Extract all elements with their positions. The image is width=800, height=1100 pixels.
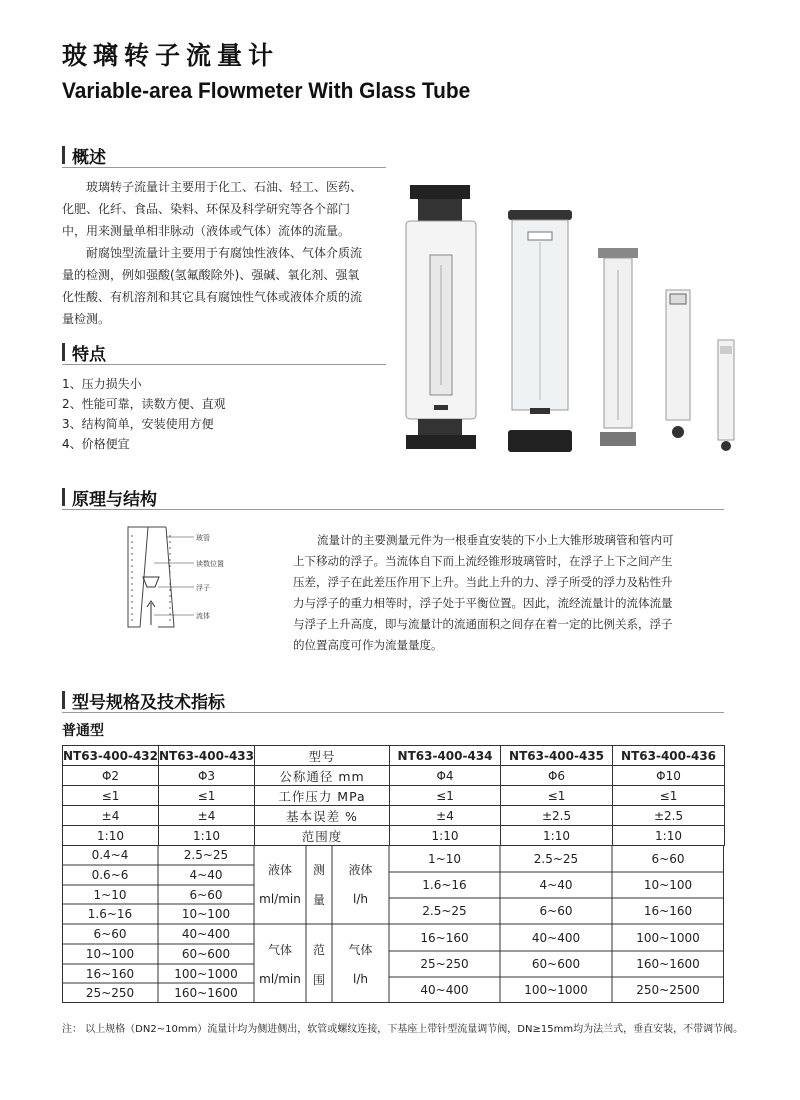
page-title-cn: 玻璃转子流量计 (62, 41, 280, 70)
table-cell: 1:10 (159, 826, 255, 846)
table-cell: 40~400 (181, 927, 231, 941)
table-cell: 0.4~4 (91, 848, 129, 862)
table-cell: ±4 (390, 806, 501, 826)
table-cell: Φ10 (613, 766, 725, 786)
table-cell: 10~100 (85, 947, 135, 961)
table-cell: 1.6~16 (87, 907, 133, 921)
table-cell: NT63-400-434 (390, 746, 501, 766)
flowmeter-micro-image (718, 340, 734, 451)
table-cell: ±4 (63, 806, 159, 826)
table-cell: 型号 (255, 746, 390, 766)
table-cell: 60~600 (181, 947, 231, 961)
section-heading-text: 型号规格及技术指标 (72, 693, 225, 713)
table-cell: ≤1 (159, 786, 255, 806)
spec-subheading: 普通型 (62, 723, 104, 739)
table-cell: 2.5~25 (183, 848, 229, 862)
diagram-label-float: 浮子 (196, 584, 210, 592)
table-cell: 160~1600 (636, 957, 700, 971)
table-row-header (63, 746, 725, 766)
table-cell: 16~160 (85, 966, 135, 981)
table-cell: NT63-400-432 (63, 746, 159, 766)
features-list (62, 374, 226, 454)
table-cell: ≤1 (501, 786, 613, 806)
flow-range-block (62, 845, 724, 1003)
table-cell: 160~1600 (174, 986, 238, 1000)
flowmeter-small-image (598, 248, 638, 446)
table-cell: 2.5~25 (533, 851, 579, 866)
page-title-en: Variable-area Flowmeter With Glass Tube (62, 78, 471, 103)
section-heading-principle (62, 485, 724, 510)
table-cell: 1:10 (501, 826, 613, 846)
gas-unit-left: ml/min (259, 972, 301, 986)
flowmeter-mini-image (666, 290, 690, 438)
overview-paragraph-1: 玻璃转子流量计主要用于化工、石油、轻工、医药、化肥、化纤、食品、染料、环保及科学研究等各个部门中，用来测量单相非脉动（液体或气体）流体的流量。 (62, 180, 363, 238)
table-cell: 1~10 (428, 851, 461, 866)
liquid-unit-right: l/h (353, 892, 368, 906)
table-cell: 1:10 (390, 826, 501, 846)
table-cell: 0.6~6 (91, 868, 129, 882)
table-cell: NT63-400-433 (159, 746, 255, 766)
table-cell: ≤1 (63, 786, 159, 806)
table-cell: 6~60 (651, 851, 685, 866)
table-cell: ±2.5 (501, 806, 613, 826)
measure-label-2: 量 (312, 892, 325, 907)
table-cell: 100~1000 (524, 983, 588, 997)
table-cell: 基本误差 % (255, 806, 390, 826)
table-cell: 250~2500 (636, 983, 700, 997)
liquid-unit-left: ml/min (259, 892, 301, 906)
table-cell: 16~160 (643, 904, 693, 918)
table-cell: 6~60 (93, 927, 127, 941)
table-cell: 4~40 (189, 868, 223, 882)
table-cell: 范围度 (255, 826, 390, 846)
table-cell: 1:10 (613, 826, 725, 846)
table-cell: 6~60 (539, 904, 573, 918)
table-cell: 工作压力 MPa (255, 786, 390, 806)
table-cell: ±2.5 (613, 806, 725, 826)
table-cell: 1:10 (63, 826, 159, 846)
measure-label-1: 测 (312, 862, 325, 877)
table-row (63, 806, 725, 826)
flowmeter-medium-image (508, 210, 572, 452)
table-cell: 1.6~16 (422, 878, 467, 892)
structure-diagram (118, 525, 258, 635)
overview-text (62, 176, 362, 330)
diagram-label-glass-tube: 玻管 (196, 534, 210, 542)
principle-text: 流量计的主要测量元件为一根垂直安装的下小上大锥形玻璃管和管内可上下移动的浮子。当流体自下而上流经锥形玻璃管时，在浮子上下之间产生压差，浮子在此差压作用下上升。当此上升的力、浮子所受的浮力及粘性升力与浮子的重力相等时，浮子处于平衡位置。因此，流经流量计的流体流量与浮子上升高度，即与流量计的流通面积之间存在着一定的比例关系，浮子的位置高度可作为流量量度。 (293, 533, 674, 652)
table-row (63, 766, 725, 786)
table-cell: ≤1 (390, 786, 501, 806)
table-cell: Φ2 (63, 766, 159, 786)
table-cell: 100~1000 (636, 930, 700, 945)
table-cell: 2.5~25 (422, 904, 467, 918)
section-heading-overview (62, 143, 386, 168)
table-cell: Φ6 (501, 766, 613, 786)
table-cell: 40~400 (420, 983, 469, 997)
liquid-label-right: 液体 (348, 862, 373, 877)
range-label-1: 范 (312, 942, 325, 957)
table-row (63, 826, 725, 846)
table-cell: Φ4 (390, 766, 501, 786)
table-cell: 10~100 (181, 907, 231, 921)
section-heading-text: 特点 (72, 345, 106, 365)
flowmeter-large-image (406, 185, 476, 449)
table-cell: 16~160 (420, 930, 469, 945)
table-cell: 40~400 (531, 930, 581, 945)
spec-table (62, 745, 725, 846)
table-cell: 公称通径 mm (255, 766, 390, 786)
gas-label: 气体 (267, 942, 292, 957)
table-cell: 25~250 (420, 957, 469, 971)
diagram-label-reading: 读数位置 (196, 560, 224, 568)
flowmeter-product-image (400, 180, 760, 460)
overview-paragraph-2: 耐腐蚀型流量计主要用于有腐蚀性液体、气体介质流量的检测，例如强酸(氢氟酸除外)、强碱、氧化剂、强氧化性酸、有机溶剂和其它具有腐蚀性气体或液体介质的流量检测。 (62, 246, 363, 326)
table-cell: 60~600 (531, 957, 581, 971)
section-heading-text: 概述 (72, 148, 106, 168)
table-row (63, 786, 725, 806)
range-label-2: 围 (312, 972, 325, 987)
table-cell: 4~40 (539, 878, 573, 892)
table-cell: 1~10 (93, 887, 127, 902)
table-cell: 10~100 (643, 878, 693, 892)
feature-item: 3、结构简单，安装使用方便 (62, 417, 214, 431)
feature-item: 2、性能可靠，读数方便、直观 (62, 397, 226, 411)
table-cell: NT63-400-436 (613, 746, 725, 766)
table-cell: 6~60 (189, 887, 223, 902)
table-cell: ±4 (159, 806, 255, 826)
footnote: 注： 以上规格（DN2~10mm）流量计均为侧进侧出，软管或螺纹连接，下基座上带针型流量调节阀，DN≥15mm均为法兰式，垂直安装，不带调节阀。 (62, 1024, 744, 1035)
table-cell: NT63-400-435 (501, 746, 613, 766)
table-cell: 25~250 (85, 986, 135, 1000)
table-cell: Φ3 (159, 766, 255, 786)
section-heading-spec (62, 688, 724, 713)
table-cell: 100~1000 (174, 966, 238, 981)
diagram-label-fluid: 流体 (196, 612, 210, 620)
gas-label-right: 气体 (348, 942, 373, 957)
feature-item: 4、价格便宜 (62, 437, 130, 451)
section-heading-text: 原理与结构 (72, 490, 157, 510)
liquid-label: 液体 (267, 862, 292, 877)
gas-unit-right: l/h (353, 972, 368, 986)
section-heading-features (62, 340, 386, 365)
feature-item: 1、压力损失小 (62, 377, 142, 391)
table-cell: ≤1 (613, 786, 725, 806)
